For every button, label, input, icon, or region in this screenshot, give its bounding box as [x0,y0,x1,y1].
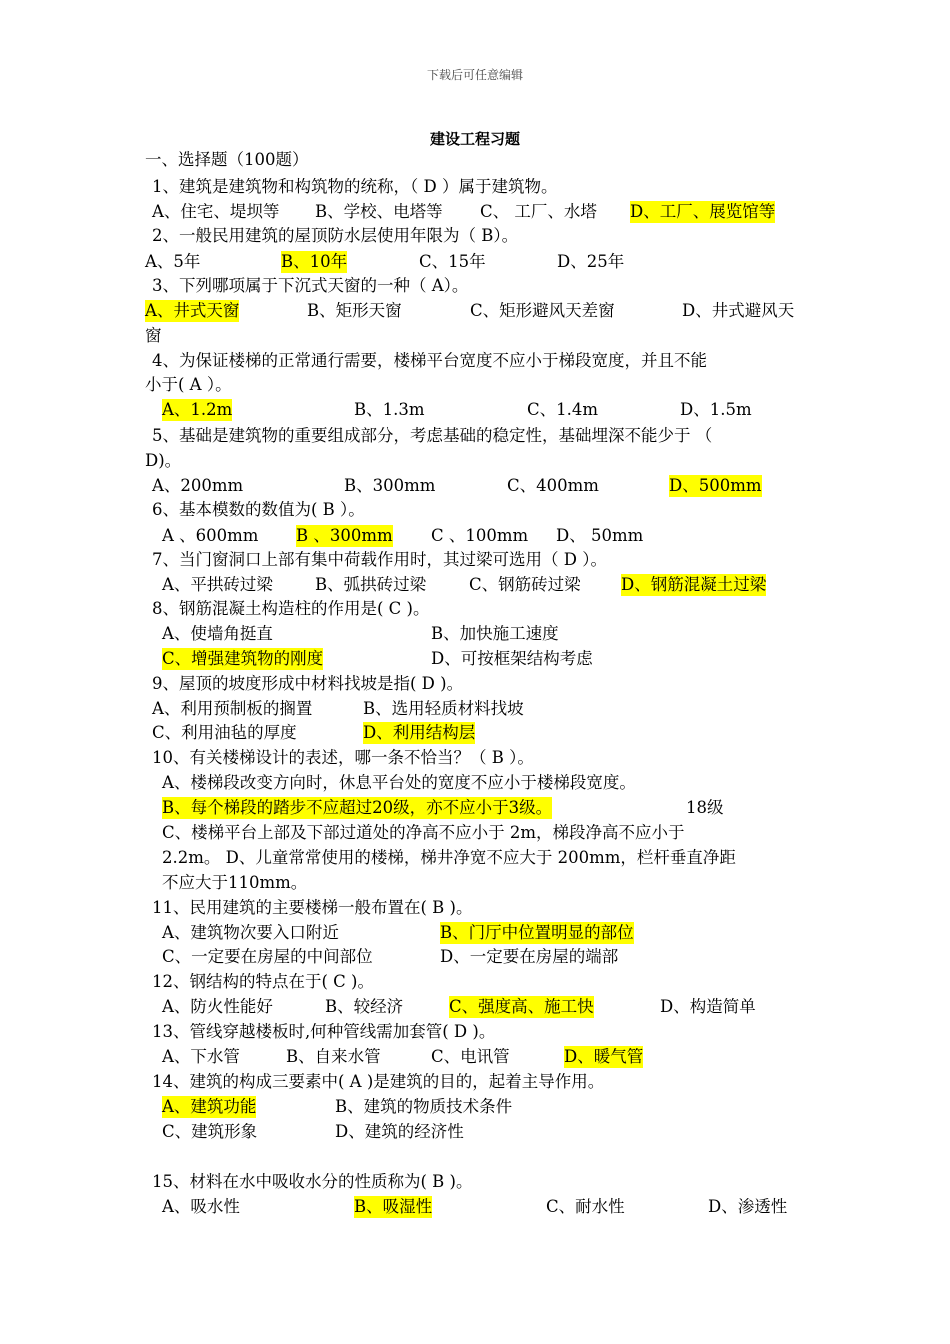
question-10-option-c: C、楼梯平台上部及下部过道处的净高不应小于 2m，梯段净高不应小于 [162,823,685,842]
question-2-option-d: D、25年 [557,252,625,271]
question-8: 8、钢筋混凝土构造柱的作用是( C )。 [152,599,430,618]
question-15-option-d: D、渗透性 [708,1197,788,1216]
question-9-option-c: C、利用油毡的厚度 [152,723,297,742]
question-11-option-b: B、门厅中位置明显的部位 [440,923,634,942]
section-heading: 一、选择题（100题） [145,150,309,169]
question-4-option-d: D、1.5m [680,400,752,419]
question-1: 1、建筑是建筑物和构筑物的统称，（ D ）属于建筑物。 [152,177,558,196]
question-7-option-a: A、平拱砖过梁 [162,575,273,594]
question-2-option-b: B、10年 [281,252,348,271]
question-9-option-d: D、利用结构层 [363,723,476,742]
question-4-option-c: C、1.4m [527,400,599,419]
question-9-option-a: A、利用预制板的搁置 [152,699,313,718]
question-3-option-a: A、井式天窗 [145,301,240,320]
question-12-option-a: A、防火性能好 [162,997,273,1016]
question-8-option-a: A、使墙角挺直 [162,624,273,643]
question-11-option-a: A、建筑物次要入口附近 [162,923,339,942]
question-13: 13、管线穿越楼板时,何种管线需加套管( D )。 [152,1022,496,1041]
question-8-option-c: C、增强建筑物的刚度 [162,649,324,668]
question-8-option-d: D、可按框架结构考虑 [431,649,593,668]
question-1-option-a: A、住宅、堤坝等 [152,202,280,221]
question-7-option-b: B、弧拱砖过梁 [315,575,427,594]
question-10-note: 18级 [686,798,724,817]
question-1-option-d: D、工厂、展览馆等 [630,202,776,221]
question-5-option-a: A、200mm [152,476,244,495]
question-10-option-b: B、每个梯段的踏步不应超过20级，亦不应小于3级。 [162,798,553,817]
question-5-option-c: C、400mm [507,476,599,495]
question-3-option-c: C、矩形避风天差窗 [470,301,615,320]
question-4-option-a: A、1.2m [162,400,233,419]
question-9: 9、屋顶的坡度形成中材料找坡是指( D )。 [152,674,464,693]
question-13-option-a: A、下水管 [162,1047,240,1066]
question-1-option-b: B、学校、电塔等 [315,202,443,221]
question-13-option-c: C、电讯管 [431,1047,510,1066]
question-10: 10、有关楼梯设计的表述，哪一条不恰当？（ B ）。 [152,748,534,767]
question-10-option-c-cont: 2.2m。 D、儿童常常使用的楼梯，梯井净宽不应大于 200mm，栏杆垂直净距 [162,848,736,867]
question-6-option-b: B 、300mm [296,526,393,545]
question-4-option-b: B、1.3m [354,400,425,419]
question-2-option-c: C、15年 [419,252,486,271]
question-6-option-c: C 、100mm [431,526,529,545]
question-2-option-a: A、5年 [145,252,201,271]
question-3-option-d: D、井式避风天 [682,301,795,320]
question-15-option-c: C、耐水性 [546,1197,625,1216]
question-4: 4、为保证楼梯的正常通行需要，楼梯平台宽度不应小于梯段宽度，并且不能 [152,351,707,370]
question-15-option-b: B、吸湿性 [354,1197,433,1216]
question-8-option-b: B、加快施工速度 [431,624,559,643]
question-14-option-c: C、建筑形象 [162,1122,258,1141]
question-7-option-d: D、钢筋混凝土过梁 [621,575,767,594]
question-14-option-b: B、建筑的物质技术条件 [335,1097,513,1116]
question-7-option-c: C、钢筋砖过梁 [469,575,581,594]
page-header: 下载后可任意编辑 [426,68,523,82]
question-2: 2、一般民用建筑的屋顶防水层使用年限为（ B）。 [152,226,519,245]
question-13-option-d: D、暖气管 [564,1047,644,1066]
question-5-cont: D)。 [145,451,182,470]
question-10-option-a: A、楼梯段改变方向时，休息平台处的宽度不应小于楼梯段宽度。 [162,773,636,792]
question-14: 14、建筑的构成三要素中( A )是建筑的目的，起着主导作用。 [152,1072,605,1091]
question-9-option-b: B、选用轻质材料找坡 [363,699,524,718]
question-15: 15、材料在水中吸收水分的性质称为( B )。 [152,1172,473,1191]
question-11-option-c: C、一定要在房屋的中间部位 [162,947,373,966]
document-title: 建设工程习题 [429,130,520,148]
question-7: 7、当门窗洞口上部有集中荷载作用时，其过梁可选用（ D ）。 [152,550,607,569]
question-11: 11、民用建筑的主要楼梯一般布置在( B )。 [152,898,473,917]
question-12-option-b: B、较经济 [325,997,404,1016]
question-5-option-d: D、500mm [669,476,762,495]
question-12: 12、钢结构的特点在于( C )。 [152,972,374,991]
question-6: 6、基本模数的数值为( B ）。 [152,500,365,519]
question-4-cont: 小于( A ）。 [145,375,232,394]
question-5: 5、基础是建筑物的重要组成部分，考虑基础的稳定性，基础埋深不能少于 （ [152,426,713,445]
question-6-option-a: A 、600mm [162,526,259,545]
question-12-option-d: D、构造简单 [660,997,756,1016]
question-6-option-d: D、 50mm [556,526,644,545]
question-3: 3、下列哪项属于下沉式天窗的一种（ A）。 [152,276,469,295]
question-12-option-c: C、强度高、施工快 [449,997,594,1016]
question-15-option-a: A、吸水性 [162,1197,240,1216]
question-13-option-b: B、自来水管 [286,1047,381,1066]
question-5-option-b: B、300mm [344,476,436,495]
question-14-option-d: D、建筑的经济性 [335,1122,464,1141]
question-14-option-a: A、建筑功能 [162,1097,257,1116]
question-3-option-b: B、矩形天窗 [307,301,402,320]
question-3-option-d-cont: 窗 [145,326,162,345]
question-1-option-c: C、 工厂、水塔 [480,202,597,221]
question-10-option-d-cont: 不应大于110mm。 [162,873,308,892]
question-11-option-d: D、一定要在房屋的端部 [440,947,619,966]
